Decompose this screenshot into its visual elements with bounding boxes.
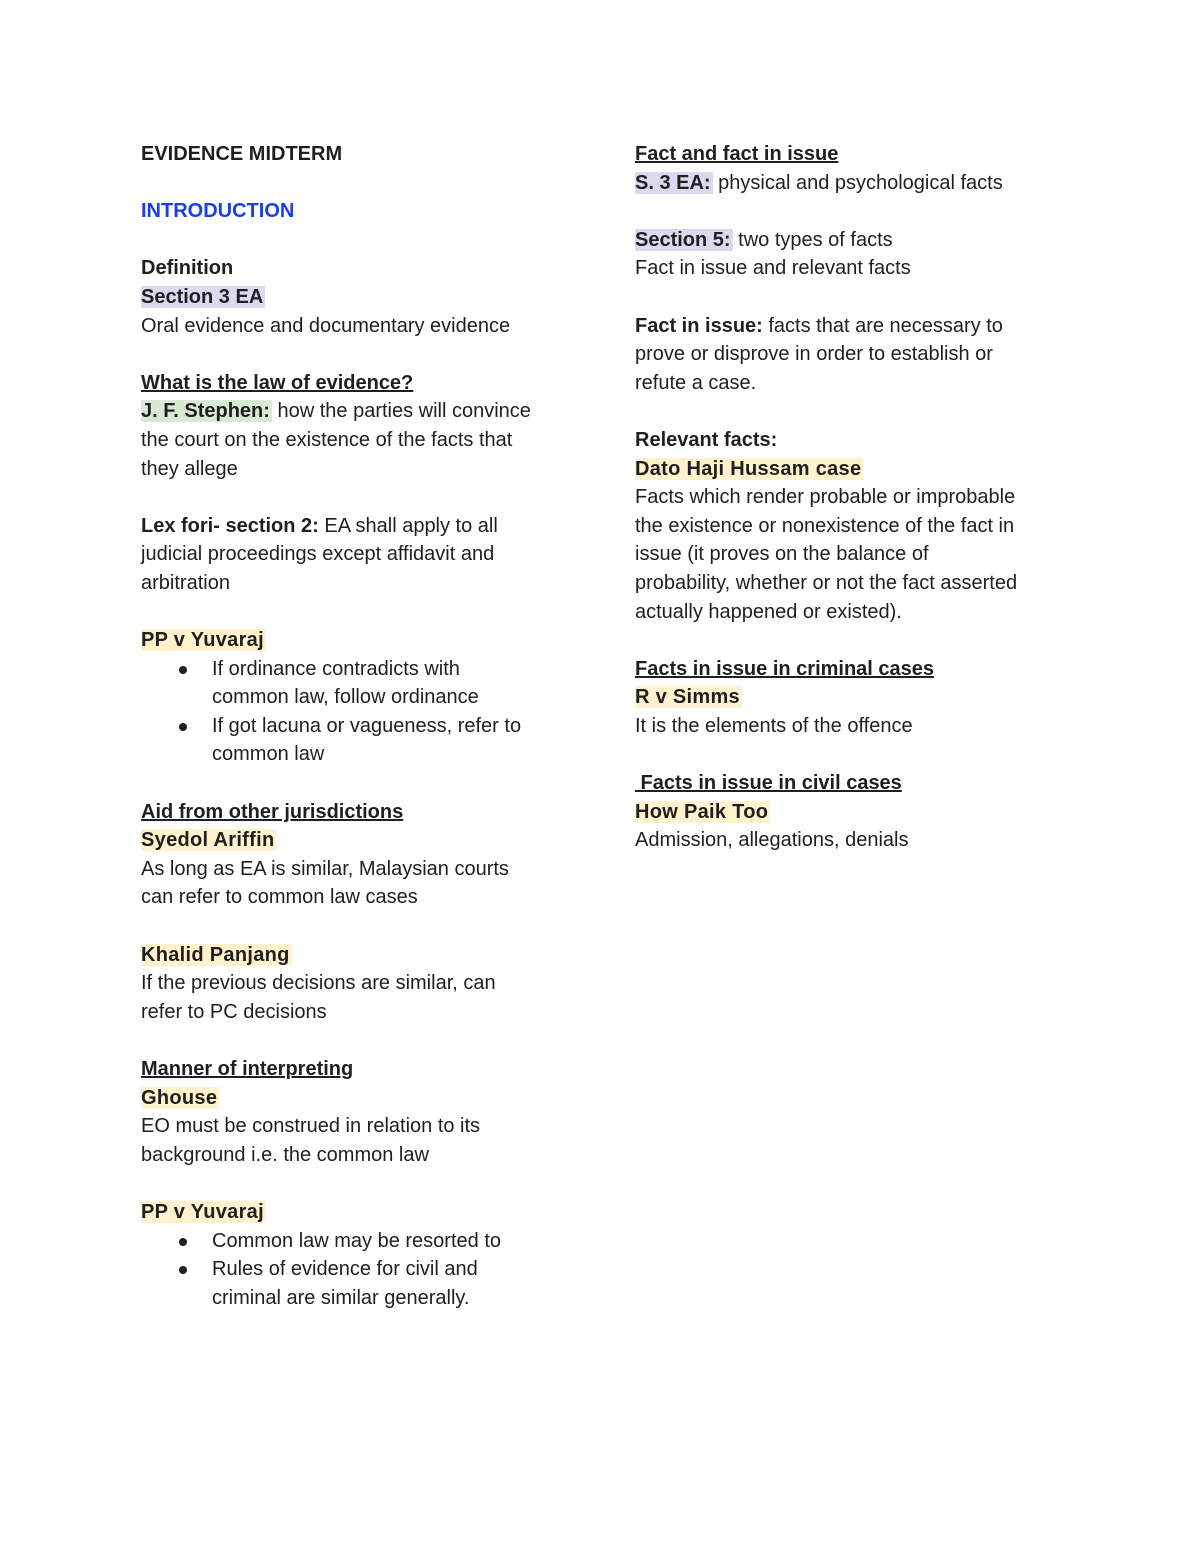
criminal-heading: Facts in issue in criminal cases — [635, 657, 935, 680]
fact-in-issue-label: Fact in issue: — [635, 314, 763, 337]
bullet-line: If got lacuna or vagueness, refer to — [212, 714, 522, 737]
relevant-text-1: Facts which render probable or improbable — [635, 486, 1016, 509]
list-item — [141, 655, 581, 712]
fact-in-issue-text-3: refute a case. — [635, 371, 757, 394]
criminal-text: It is the elements of the offence — [635, 714, 913, 737]
law-of-evidence-heading: What is the law of evidence? — [141, 371, 414, 394]
definition-text: Oral evidence and documentary evidence — [141, 314, 511, 337]
aid-heading: Aid from other jurisdictions — [141, 800, 404, 823]
fact-in-issue-text-2: prove or disprove in order to establish or — [635, 343, 993, 366]
khalid-text-1: If the previous decisions are similar, can — [141, 972, 496, 995]
section-heading-introduction: INTRODUCTION — [141, 200, 295, 223]
yuvaraj-2-bullet-list — [141, 1227, 581, 1313]
s3-label: S. 3 EA: — [635, 171, 711, 194]
case-khalid-panjang: Khalid Panjang — [141, 943, 290, 966]
stephen-text-3: they allege — [141, 457, 238, 480]
relevant-facts-heading: Relevant facts: — [635, 428, 778, 451]
aid-text-2: can refer to common law cases — [141, 886, 418, 909]
definition-heading: Definition — [141, 257, 234, 280]
relevant-text-3: issue (it proves on the balance of — [635, 543, 929, 566]
section-5-text: two types of facts — [732, 228, 893, 251]
list-item — [141, 1255, 581, 1312]
yuvaraj-1-bullet-list — [141, 655, 581, 769]
lex-fori-text: EA shall apply to all — [318, 514, 498, 537]
lex-fori-label: Lex fori- section 2: — [141, 514, 319, 537]
case-dato-haji-hussam: Dato Haji Hussam case — [635, 457, 862, 480]
stephen-label: J. F. Stephen: — [141, 400, 270, 423]
aid-text-1: As long as EA is similar, Malaysian courts — [141, 857, 509, 880]
section-5-label: Section 5: — [635, 228, 731, 251]
manner-heading: Manner of interpreting — [141, 1058, 354, 1080]
civil-text: Admission, allegations, denials — [635, 829, 909, 852]
stephen-text-2: the court on the existence of the facts that — [141, 428, 513, 451]
relevant-text-2: the existence or nonexistence of the fact in — [635, 514, 1015, 537]
bullet-line: Rules of evidence for civil and — [212, 1258, 478, 1281]
case-r-v-simms: R v Simms — [635, 686, 740, 709]
fact-heading: Fact and fact in issue — [635, 143, 839, 165]
case-how-paik-too: How Paik Too — [635, 800, 769, 823]
relevant-text-4: probability, whether or not the fact asserted — [635, 571, 1018, 594]
fact-in-issue-text: facts that are necessary to — [762, 314, 1003, 337]
civil-heading: Facts in issue in civil cases — [635, 772, 902, 795]
list-item — [141, 1227, 581, 1256]
case-ghouse: Ghouse — [141, 1086, 218, 1109]
section-3-ea-label: Section 3 EA — [141, 285, 264, 308]
bullet-line: Common law may be resorted to — [212, 1229, 502, 1252]
case-yuvaraj-1: PP v Yuvaraj — [141, 629, 264, 652]
bullet-line: If ordinance contradicts with — [212, 657, 460, 680]
left-column — [141, 140, 581, 1312]
lex-fori-text-2: judicial proceedings except affidavit and — [141, 543, 495, 566]
relevant-text-5: actually happened or existed). — [635, 600, 902, 623]
right-column — [635, 140, 1075, 855]
case-yuvaraj-2: PP v Yuvaraj — [141, 1200, 264, 1223]
list-item — [141, 712, 581, 769]
document-title: EVIDENCE MIDTERM — [141, 143, 343, 165]
bullet-line: criminal are similar generally. — [212, 1286, 470, 1309]
s3-text: physical and psychological facts — [712, 171, 1003, 194]
manner-text-1: EO must be construed in relation to its — [141, 1115, 481, 1138]
khalid-text-2: refer to PC decisions — [141, 1000, 327, 1023]
case-syedol-ariffin: Syedol Ariffin — [141, 829, 275, 852]
bullet-line: common law — [212, 743, 325, 766]
stephen-text: how the parties will convince — [271, 400, 531, 423]
lex-fori-text-3: arbitration — [141, 571, 230, 594]
bullet-line: common law, follow ordinance — [212, 686, 479, 709]
section-5-text-2: Fact in issue and relevant facts — [635, 257, 911, 280]
manner-text-2: background i.e. the common law — [141, 1143, 429, 1166]
